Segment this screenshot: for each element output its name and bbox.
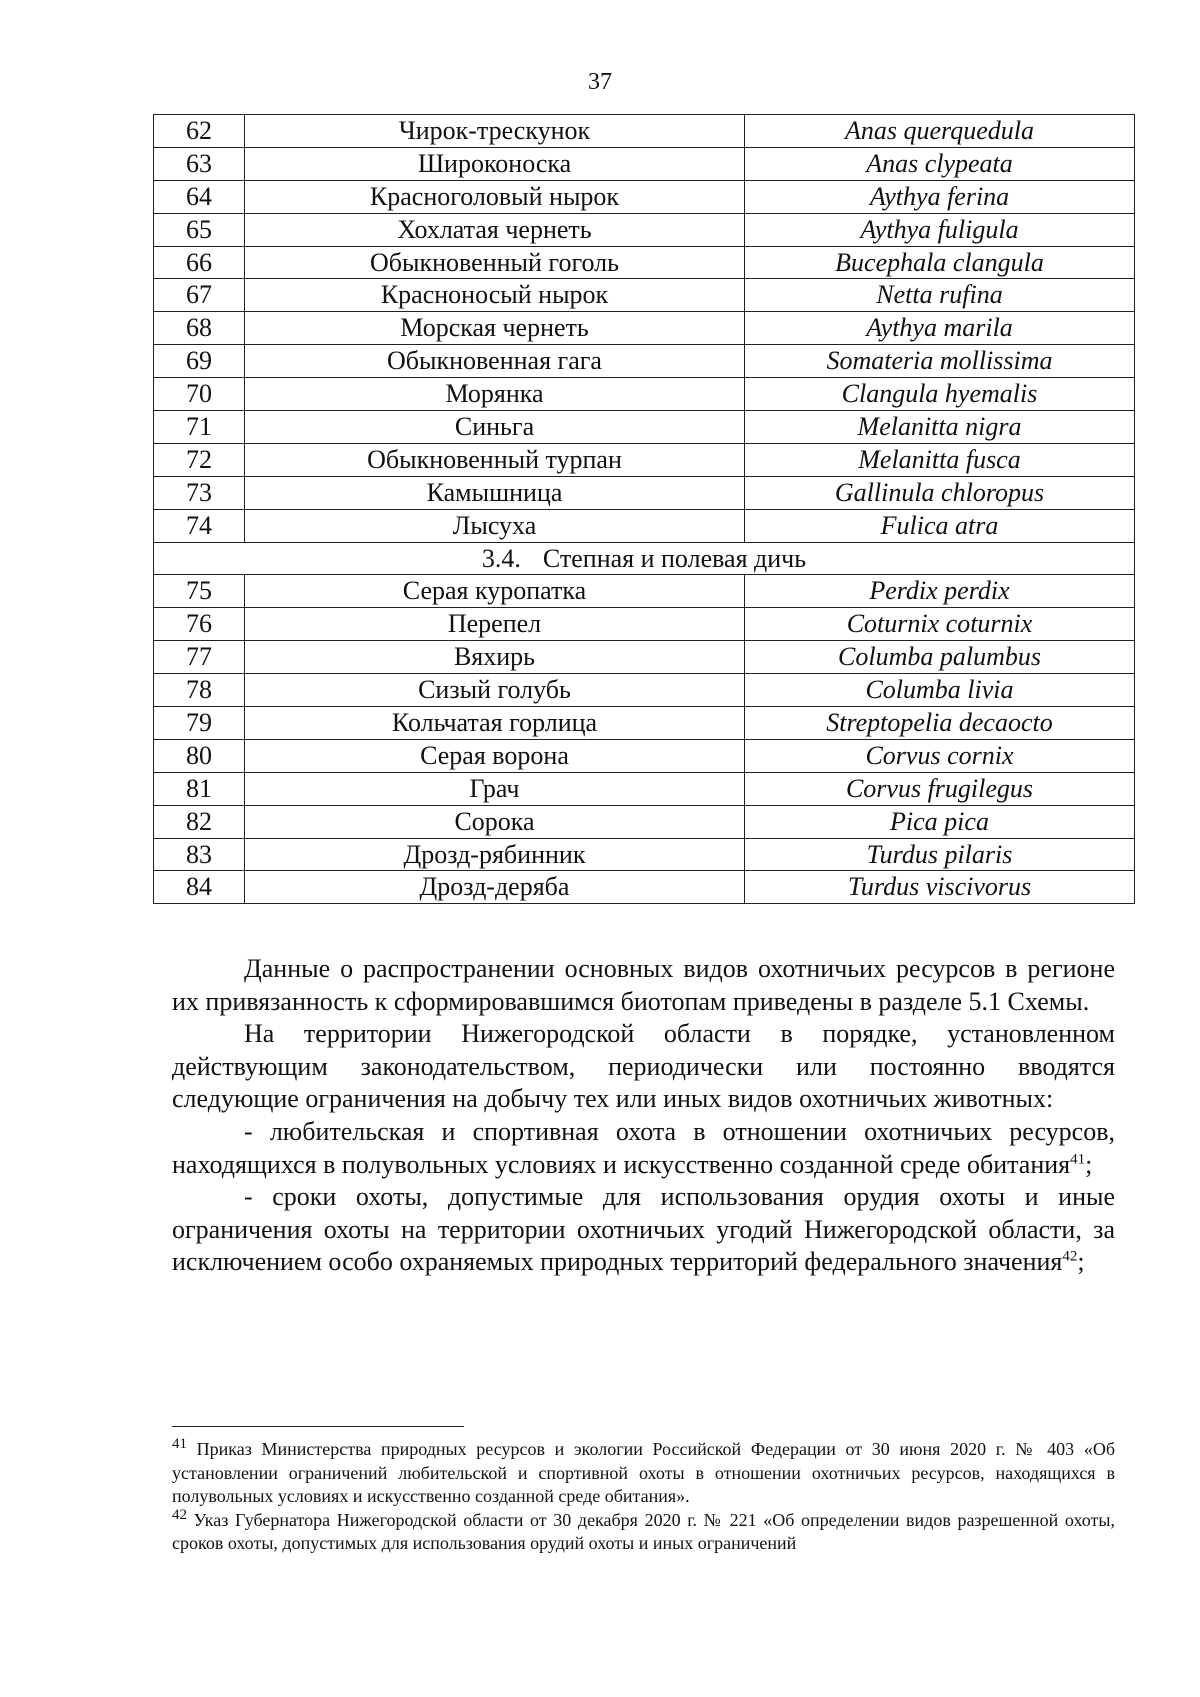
table-row [154,378,1135,411]
paragraph-hunting-seasons [172,1181,1115,1279]
species-name-ru: Морская чернеть [245,312,745,345]
row-number: 68 [154,312,245,345]
row-number: 78 [154,674,245,707]
species-name-ru: Вяхирь [245,641,745,674]
row-number: 69 [154,345,245,378]
species-name-latin: Coturnix coturnix [745,608,1135,641]
row-number: 79 [154,707,245,740]
species-name-latin: Perdix perdix [745,575,1135,608]
footnote-41 [172,1438,1115,1509]
table-row [154,345,1135,378]
row-number: 82 [154,805,245,838]
table-row [154,509,1135,542]
footnote-text: Указ Губернатора Нижегородской области от 30 декабря 2020 г. № 221 «Об определении видов разрешенной охоты, сроков охоты, допустимых для использования орудий охоты и иных ограничений [172,1509,1115,1553]
section-heading [154,542,1135,575]
row-number: 65 [154,213,245,246]
table-row [154,641,1135,674]
table-row [154,674,1135,707]
table-row [154,147,1135,180]
species-name-ru: Камышница [245,476,745,509]
species-name-ru: Дрозд-деряба [245,871,745,904]
species-name-ru: Сизый голубь [245,674,745,707]
row-number: 67 [154,279,245,312]
species-name-ru: Сорока [245,805,745,838]
section-number: 3.4. [481,543,521,573]
species-name-ru: Широконоска [245,147,745,180]
row-number: 76 [154,608,245,641]
species-name-latin: Aythya marila [745,312,1135,345]
row-number: 77 [154,641,245,674]
species-name-latin: Streptopelia decaocto [745,707,1135,740]
species-name-ru: Кольчатая горлица [245,707,745,740]
table-row [154,180,1135,213]
row-number: 64 [154,180,245,213]
species-name-latin: Melanitta nigra [745,411,1135,444]
species-table [153,114,1135,904]
table-row [154,213,1135,246]
table-row [154,871,1135,904]
species-name-ru: Обыкновенная гага [245,345,745,378]
table-row [154,279,1135,312]
species-name-latin: Corvus frugilegus [745,772,1135,805]
footnote-ref[interactable]: 42 [1062,1248,1078,1265]
table-row [154,707,1135,740]
table-row [154,312,1135,345]
species-name-ru: Синьга [245,411,745,444]
species-name-ru: Обыкновенный гоголь [245,246,745,279]
row-number: 84 [154,871,245,904]
footnote-number: 41 [172,1436,187,1452]
table-row [154,476,1135,509]
species-name-ru: Серая ворона [245,739,745,772]
table-row [154,443,1135,476]
species-name-ru: Дрозд-рябинник [245,838,745,871]
table-row [154,246,1135,279]
species-name-latin: Turdus pilaris [745,838,1135,871]
row-number: 83 [154,838,245,871]
footnote-number: 42 [172,1506,187,1523]
row-number: 81 [154,772,245,805]
footnotes [172,1438,1115,1556]
species-name-latin: Somateria mollissima [745,345,1135,378]
species-name-latin: Netta rufina [745,279,1135,312]
species-name-latin: Gallinula chloropus [745,476,1135,509]
row-number: 66 [154,246,245,279]
table-row [154,838,1135,871]
row-number: 80 [154,739,245,772]
body-text [172,953,1115,1279]
species-name-ru: Красноносый нырок [245,279,745,312]
footnote-text: Приказ Министерства природных ресурсов и экологии Российской Федерации от 30 июня 2020 г. № 403 «Об установлении ограничений любительской и спортивной охоты в отношении охотничьих ресурсов, находящихся в полувольных условиях и искусственно созданной среде обитания». [172,1439,1115,1506]
species-name-latin: Anas querquedula [745,115,1135,148]
section-row [154,542,1135,575]
species-name-latin: Fulica atra [745,509,1135,542]
species-name-latin: Aythya ferina [745,180,1135,213]
paragraph-end: ; [1077,1247,1085,1277]
species-name-latin: Melanitta fusca [745,443,1135,476]
row-number: 74 [154,509,245,542]
row-number: 72 [154,443,245,476]
paragraph-text: - любительская и спортивная охота в отношении охотничьих ресурсов, находящихся в полувольных условиях и искусственно созданной среде обитания [172,1116,1115,1179]
species-name-ru: Серая куропатка [245,575,745,608]
row-number: 71 [154,411,245,444]
row-number: 75 [154,575,245,608]
species-name-latin: Corvus cornix [745,739,1135,772]
species-name-latin: Clangula hyemalis [745,378,1135,411]
table-row [154,805,1135,838]
paragraph-end: ; [1085,1149,1093,1179]
species-name-ru: Красноголовый нырок [245,180,745,213]
species-name-ru: Грач [245,772,745,805]
species-name-latin: Pica pica [745,805,1135,838]
species-table-bottom [154,575,1135,904]
species-name-ru: Лысуха [245,509,745,542]
species-name-ru: Перепел [245,608,745,641]
species-name-latin: Bucephala clangula [745,246,1135,279]
species-name-latin: Anas clypeata [745,147,1135,180]
footnote-42 [172,1506,1115,1556]
species-name-ru: Хохлатая чернеть [245,213,745,246]
species-name-ru: Чирок-трескунок [245,115,745,148]
species-name-ru: Обыкновенный турпан [245,443,745,476]
row-number: 62 [154,115,245,148]
footnote-divider [172,1426,464,1427]
paragraph-text: - сроки охоты, допустимые для использования орудия охоты и иные ограничения охоты на территории охотничьих угодий Нижегородской области, за исключением особо охраняемых природных территорий федерального значения [172,1182,1115,1277]
species-name-latin: Columba livia [745,674,1135,707]
species-name-latin: Turdus viscivorus [745,871,1135,904]
footnote-ref[interactable]: 41 [1070,1150,1086,1167]
table-row [154,575,1135,608]
paragraph-semi-free-hunting [172,1116,1115,1181]
species-name-latin: Aythya fuligula [745,213,1135,246]
table-row [154,772,1135,805]
table-row [154,608,1135,641]
paragraph-distribution: Данные о распространении основных видов охотничьих ресурсов в регионе их привязанность к сформировавшимся биотопам приведены в разделе 5.1 Схемы. [172,954,1115,1016]
table-row [154,411,1135,444]
section-title: Степная и полевая дичь [542,543,807,573]
section-row-group [154,542,1135,575]
species-name-ru: Морянка [245,378,745,411]
table-row [154,115,1135,148]
row-number: 73 [154,476,245,509]
species-table-top [154,115,1135,543]
row-number: 70 [154,378,245,411]
paragraph-restrictions: На территории Нижегородской области в порядке, установленном действующим законодательством, периодически или постоянно вводятся следующие ограничения на добычу тех или иных видов охотничьих животных: [172,1019,1115,1114]
row-number: 63 [154,147,245,180]
table-row [154,739,1135,772]
species-name-latin: Columba palumbus [745,641,1135,674]
page-number: 37 [588,69,612,95]
